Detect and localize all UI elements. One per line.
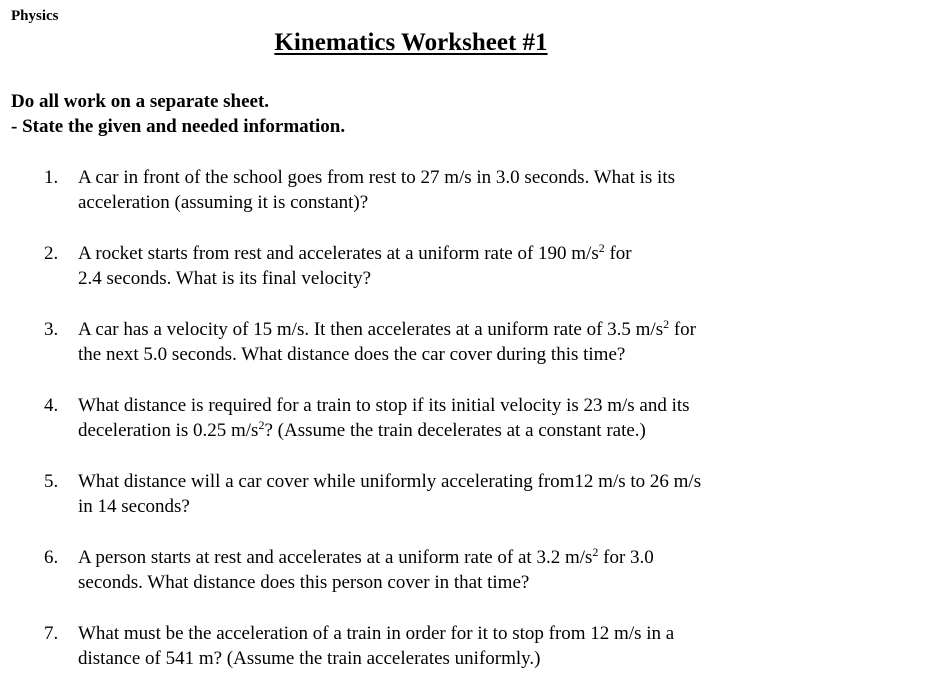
superscript: 2 [598,241,605,255]
question-4 [0,393,818,443]
question-6 [0,545,818,595]
question-line-2: in 14 seconds? [78,496,190,517]
instruction-line-1: Do all work on a separate sheet. [11,91,270,112]
instruction-line-2: - State the given and needed information. [11,116,346,137]
instructions [11,89,345,139]
question-3 [0,317,818,367]
question-line-1: A car in front of the school goes from rest to 27 m/s in 3.0 seconds. What is its [78,167,676,188]
question-line-2: the next 5.0 seconds. What distance does the car cover during this time? [78,344,626,365]
question-list [0,165,818,697]
text-segment: A rocket starts from rest and accelerates at a uniform rate of 190 m/s [78,243,599,264]
question-line-1 [78,317,818,342]
question-line-2: seconds. What distance does this person cover in that time? [78,572,530,593]
question-number: 2. [44,243,59,264]
text-segment: A person starts at rest and accelerates at a uniform rate of at 3.2 m/s [78,547,593,568]
question-5 [0,469,818,519]
superscript: 2 [258,418,265,432]
question-line-1: What distance will a car cover while uniformly accelerating from12 m/s to 26 m/s [78,471,702,492]
text-segment: deceleration is 0.25 m/s [78,420,259,441]
question-number: 1. [44,167,59,188]
text-segment: ? (Assume the train decelerates at a constant rate.) [264,420,646,441]
subject-label: Physics [11,8,59,24]
question-number: 5. [44,471,59,492]
question-line-1: What must be the acceleration of a train in order for it to stop from 12 m/s in a [78,623,675,644]
text-segment: for [604,243,632,264]
text-segment: A car has a velocity of 15 m/s. It then accelerates at a uniform rate of 3.5 m/s [78,319,664,340]
question-line-2 [78,418,818,443]
text-segment: for [669,319,697,340]
question-line-1: What distance is required for a train to stop if its initial velocity is 23 m/s and its [78,395,690,416]
question-1 [0,165,818,215]
question-line-2: 2.4 seconds. What is its final velocity? [78,268,372,289]
question-line-1 [78,241,818,266]
question-line-2: acceleration (assuming it is constant)? [78,192,369,213]
question-number: 3. [44,319,59,340]
question-7 [0,621,818,671]
question-line-1 [78,545,818,570]
text-segment: for 3.0 [598,547,654,568]
question-2 [0,241,818,291]
question-number: 7. [44,623,59,644]
superscript: 2 [592,545,599,559]
superscript: 2 [663,317,670,331]
worksheet-title: Kinematics Worksheet #1 [274,29,548,56]
question-number: 4. [44,395,59,416]
question-line-2: distance of 541 m? (Assume the train accelerates uniformly.) [78,648,541,669]
question-number: 6. [44,547,59,568]
